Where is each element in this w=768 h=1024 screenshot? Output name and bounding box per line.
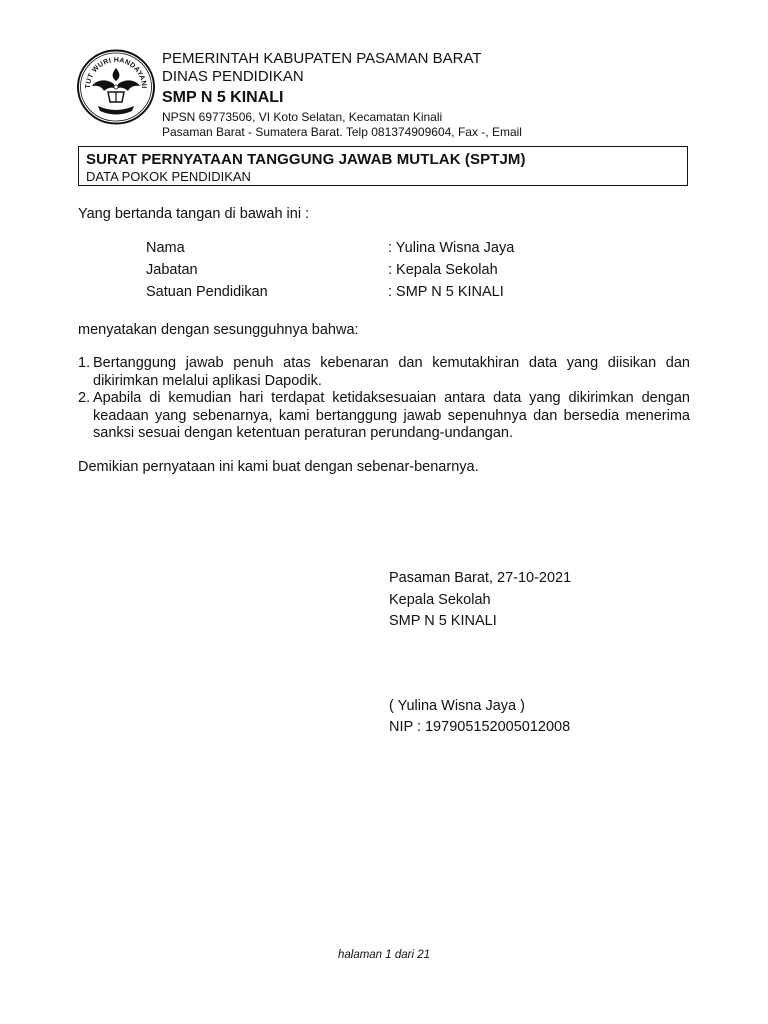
document-title: SURAT PERNYATAAN TANGGUNG JAWAB MUTLAK (SPTJM) xyxy=(86,151,526,168)
signer-name: ( Yulina Wisna Jaya ) xyxy=(389,697,525,714)
identity-label: Nama xyxy=(146,240,185,256)
document-subtitle: DATA POKOK PENDIDIKAN xyxy=(86,169,251,184)
list-item-number: 2. xyxy=(78,390,91,406)
intro-text: Yang bertanda tangan di bawah ini : xyxy=(78,206,310,222)
declaration-text: menyatakan dengan sesungguhnya bahwa: xyxy=(78,322,359,338)
letterhead xyxy=(162,50,522,140)
list-item xyxy=(78,390,690,443)
identity-value: : Yulina Wisna Jaya xyxy=(388,240,515,256)
signature-space xyxy=(389,633,571,696)
identity-label: Jabatan xyxy=(146,262,198,278)
identity-value: : Kepala Sekolah xyxy=(388,262,498,278)
list-item-text: Apabila di kemudian hari terdapat ketidaksesuaian antara data yang dikirimkan dengan keadaan yang sebenarnya, kami bertanggung jawab sepenuhnya dan bersedia menerima sanksi sesuai dengan ketentuan peraturan perundang-undangan. xyxy=(93,390,690,441)
identity-label: Satuan Pendidikan xyxy=(146,284,268,300)
department-name: DINAS PENDIDIKAN xyxy=(162,68,304,85)
government-name: PEMERINTAH KABUPATEN PASAMAN BARAT xyxy=(162,50,482,67)
school-address: NPSN 69773506, VI Koto Selatan, Kecamatan Kinali xyxy=(162,110,443,124)
place-date: Pasaman Barat, 27-10-2021 xyxy=(389,570,572,586)
list-item-text: Bertanggung jawab penuh atas kebenaran dan kemutakhiran data yang diisikan dan dikirimkan melalui aplikasi Dapodik. xyxy=(93,355,690,389)
signer-position: Kepala Sekolah xyxy=(389,591,491,608)
statement-list xyxy=(78,355,690,443)
page-number: halaman 1 dari 21 xyxy=(337,949,431,961)
signer-nip: NIP : 197905152005012008 xyxy=(389,719,571,735)
list-item xyxy=(78,355,690,390)
signer-school: SMP N 5 KINALI xyxy=(389,613,497,629)
signature-block xyxy=(389,568,571,739)
tut-wuri-handayani-emblem-icon xyxy=(76,48,156,126)
school-contact: Pasaman Barat - Sumatera Barat. Telp 081374909604, Fax -, Email xyxy=(162,125,522,139)
school-name: SMP N 5 KINALI xyxy=(162,89,284,106)
list-item-number: 1. xyxy=(78,355,91,371)
document-title-box xyxy=(78,146,688,186)
closing-text: Demikian pernyataan ini kami buat dengan sebenar-benarnya. xyxy=(78,459,479,475)
identity-value: : SMP N 5 KINALI xyxy=(388,284,504,300)
logo-motto-text: TUT WURI HANDAYANI xyxy=(84,56,148,89)
